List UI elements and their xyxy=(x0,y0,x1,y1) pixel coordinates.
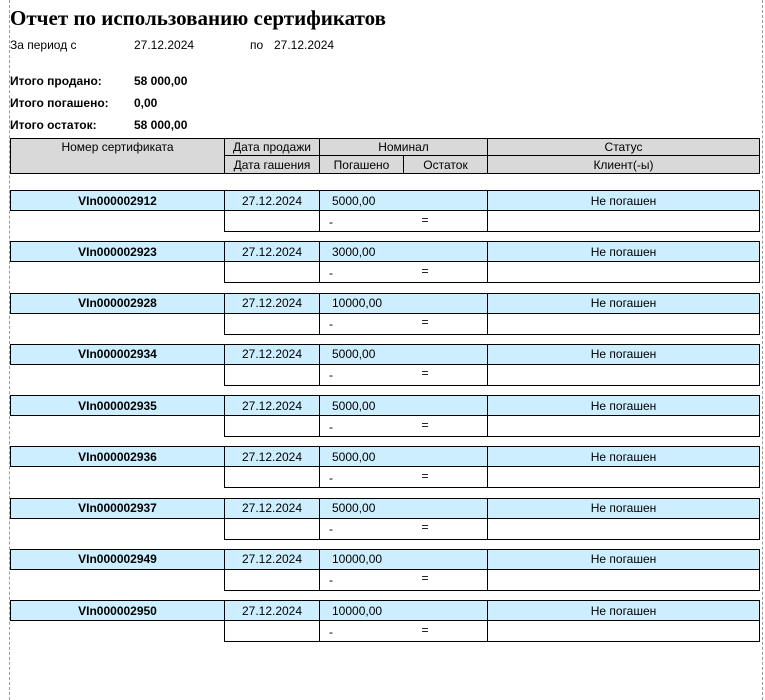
redeem-date xyxy=(225,569,319,590)
remainder-value: = xyxy=(421,417,429,432)
redeem-date xyxy=(225,364,319,385)
redeemed-value: - xyxy=(329,522,333,536)
redeemed-value: - xyxy=(329,214,333,229)
remainder-value: = xyxy=(421,315,429,329)
sale-date: 27.12.2024 xyxy=(241,449,303,464)
nominal-value: 10000,00 xyxy=(332,603,383,618)
clients-value xyxy=(488,415,759,436)
nominal-value: 5000,00 xyxy=(332,347,376,362)
header-redeem-date: Дата гашения xyxy=(233,157,311,172)
redeemed-value: - xyxy=(329,573,333,588)
certificate-number: VIn000002935 xyxy=(78,398,157,413)
report-title: Отчет по использованию сертификатов xyxy=(10,6,386,30)
table-row xyxy=(10,446,760,488)
redeem-date xyxy=(225,313,319,334)
clients-value xyxy=(488,569,759,590)
certificate-number: VIn000002934 xyxy=(78,347,157,362)
total-remainder-value: 58 000,00 xyxy=(134,118,188,132)
header-number: Номер сертификата xyxy=(61,140,174,154)
certificate-number: VIn000002912 xyxy=(78,193,157,208)
header-sale-date: Дата продажи xyxy=(233,140,311,154)
nominal-value: 3000,00 xyxy=(332,244,376,259)
redeem-date xyxy=(225,620,319,641)
clients-value xyxy=(488,210,759,231)
remainder-value: = xyxy=(421,468,429,483)
remainder-value: = xyxy=(421,571,429,586)
total-redeemed-value: 0,00 xyxy=(134,96,158,110)
status-value: Не погашен xyxy=(590,347,657,362)
sale-date: 27.12.2024 xyxy=(241,603,303,618)
certificate-number: VIn000002950 xyxy=(78,603,157,618)
remainder-value: = xyxy=(421,520,429,534)
status-value: Не погашен xyxy=(590,552,657,567)
nominal-value: 5000,00 xyxy=(332,449,376,464)
table-row xyxy=(10,395,760,437)
sale-date: 27.12.2024 xyxy=(241,501,303,515)
table-row xyxy=(10,344,760,386)
nominal-value: 5000,00 xyxy=(332,501,376,515)
redeemed-value: - xyxy=(329,368,333,383)
redeemed-value: - xyxy=(329,317,333,331)
total-remainder-label: Итого остаток: xyxy=(10,118,97,132)
status-value: Не погашен xyxy=(590,449,657,464)
sale-date: 27.12.2024 xyxy=(241,552,303,567)
sale-date: 27.12.2024 xyxy=(241,244,303,259)
total-redeemed-label: Итого погашено: xyxy=(10,96,109,110)
table-row xyxy=(10,293,760,335)
certificate-number: VIn000002928 xyxy=(78,296,157,310)
status-value: Не погашен xyxy=(590,398,657,413)
sale-date: 27.12.2024 xyxy=(241,296,303,310)
remainder-value: = xyxy=(421,263,429,278)
redeem-date xyxy=(225,261,319,282)
table-row xyxy=(10,549,760,591)
redeemed-value: - xyxy=(329,470,333,485)
status-value: Не погашен xyxy=(590,193,657,208)
remainder-value: = xyxy=(421,212,429,227)
period-to-label: по xyxy=(250,38,264,52)
status-value: Не погашен xyxy=(590,296,657,310)
status-value: Не погашен xyxy=(590,501,657,515)
sale-date: 27.12.2024 xyxy=(241,347,303,362)
certificate-number: VIn000002923 xyxy=(78,244,157,259)
redeem-date xyxy=(225,415,319,436)
clients-value xyxy=(488,313,759,334)
nominal-value: 10000,00 xyxy=(332,552,383,567)
header-remainder: Остаток xyxy=(423,157,468,172)
table-row xyxy=(10,498,760,540)
clients-value xyxy=(488,261,759,282)
table-row xyxy=(10,190,760,232)
redeemed-value: - xyxy=(329,265,333,280)
redeemed-value: - xyxy=(329,624,333,639)
clients-value xyxy=(488,364,759,385)
certificate-number: VIn000002949 xyxy=(78,552,157,567)
header-clients: Клиент(-ы) xyxy=(593,157,654,172)
table-row xyxy=(10,600,760,642)
clients-value xyxy=(488,466,759,487)
redeem-date xyxy=(225,466,319,487)
table-header xyxy=(10,138,760,174)
clients-value xyxy=(488,518,759,539)
remainder-value: = xyxy=(421,622,429,637)
header-redeemed: Погашено xyxy=(333,157,390,172)
redeem-date xyxy=(225,518,319,539)
redeem-date xyxy=(225,210,319,231)
remainder-value: = xyxy=(421,366,429,381)
header-nominal: Номинал xyxy=(378,140,429,154)
period-label: За период с xyxy=(10,38,77,52)
nominal-value: 5000,00 xyxy=(332,398,376,413)
redeemed-value: - xyxy=(329,419,333,434)
period-from: 27.12.2024 xyxy=(134,38,195,52)
total-sold-label: Итого продано: xyxy=(10,74,102,88)
certificate-number: VIn000002937 xyxy=(78,501,157,515)
sale-date: 27.12.2024 xyxy=(241,193,303,208)
sale-date: 27.12.2024 xyxy=(241,398,303,413)
status-value: Не погашен xyxy=(590,603,657,618)
certificate-number: VIn000002936 xyxy=(78,449,157,464)
nominal-value: 10000,00 xyxy=(332,296,383,310)
table-row xyxy=(10,241,760,283)
clients-value xyxy=(488,620,759,641)
nominal-value: 5000,00 xyxy=(332,193,376,208)
status-value: Не погашен xyxy=(590,244,657,259)
total-sold-value: 58 000,00 xyxy=(134,74,188,88)
period-to: 27.12.2024 xyxy=(274,38,335,52)
header-status: Статус xyxy=(604,140,643,154)
